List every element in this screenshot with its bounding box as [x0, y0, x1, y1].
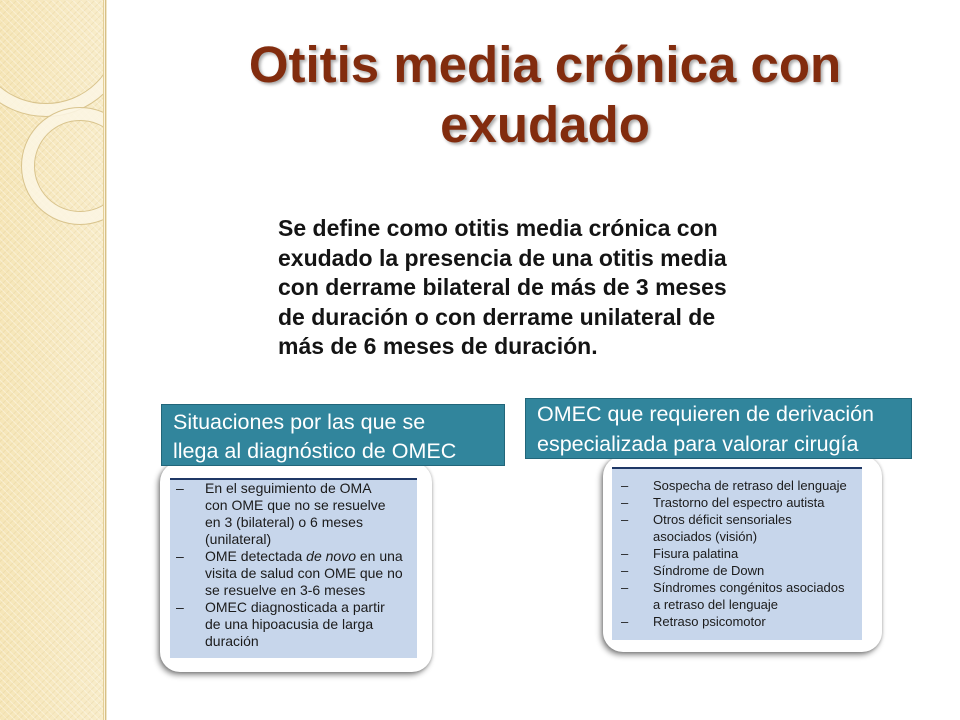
list-item-line: Síndromes congénitos asociados: [653, 580, 845, 595]
referral-list-item: [621, 562, 862, 579]
slide-title-line: Otitis media crónica con: [248, 36, 842, 93]
list-item-text: [653, 545, 738, 562]
decorative-ring-small: [22, 108, 105, 225]
referral-list-item: [621, 511, 862, 545]
list-item-text: [205, 548, 403, 599]
bullet-dash: –: [176, 548, 184, 564]
definition-line: Se define como otitis media crónica con: [278, 215, 718, 241]
list-item-text: [653, 562, 764, 579]
definition-line: con derrame bilateral de más de 3 meses: [278, 274, 727, 300]
side-decoration-strip: [0, 0, 104, 720]
list-item-line: con OME que no se resuelve: [205, 497, 386, 513]
list-item-line: En el seguimiento de OMA: [205, 480, 372, 496]
list-item-line: se resuelve en 3-6 meses: [205, 582, 366, 598]
list-item-text: [653, 613, 766, 630]
referral-table-panel: [612, 467, 862, 640]
bullet-dash: –: [176, 599, 184, 615]
definition-line: de duración o con derrame unilateral de: [278, 303, 716, 330]
referral-list-item: [621, 579, 862, 613]
diagnosis-table-image: [160, 462, 432, 672]
diagnosis-list-item: [176, 599, 417, 650]
diagnosis-table-panel: [170, 478, 417, 658]
definition-line: más de 6 meses de duración.: [278, 333, 598, 359]
label-line: llega al diagnóstico de OMEC: [173, 439, 457, 463]
diagnosis-situations-label: [161, 404, 505, 466]
list-item-line: asociados (visión): [653, 529, 758, 544]
list-item-text: [205, 599, 385, 650]
list-item-line: [205, 548, 403, 565]
list-item-text: [205, 480, 386, 548]
definition-line: exudado la presencia de una otitis media: [278, 244, 727, 271]
label-line: Situaciones por las que se: [173, 410, 426, 434]
definition-text: [278, 214, 727, 362]
list-item-line: a retraso del lenguaje: [653, 597, 779, 612]
list-item-line: Trastorno del espectro autista: [653, 495, 825, 510]
list-item-text: [653, 579, 845, 613]
list-item-line: Retraso psicomotor: [653, 614, 766, 629]
bullet-dash: –: [621, 512, 629, 527]
list-item-line: duración: [205, 633, 259, 649]
bullet-dash: –: [621, 614, 629, 629]
bullet-dash: –: [621, 478, 629, 493]
bullet-dash: –: [621, 563, 629, 578]
line-text: en una: [356, 548, 403, 564]
list-item-line: visita de salud con OME que no: [205, 565, 403, 581]
decorative-rings: [0, 0, 104, 260]
list-item-line: Síndrome de Down: [653, 563, 765, 578]
slide-title-line: exudado: [440, 96, 650, 153]
list-item-line: de una hipoacusia de larga: [205, 616, 374, 632]
slide-title: [130, 35, 960, 155]
list-item-line: (unilateral): [205, 531, 272, 547]
referral-list-item: [621, 477, 862, 494]
list-item-line: Sospecha de retraso del lenguaje: [653, 478, 847, 493]
side-strip-edge-line: [103, 0, 107, 720]
label-line: OMEC que requieren de derivación: [537, 402, 875, 426]
referral-list-item: [621, 545, 862, 562]
list-item-text: [653, 477, 847, 494]
bullet-dash: –: [621, 546, 629, 561]
diagnosis-list-item: [176, 480, 417, 548]
line-text: OME detectada: [205, 548, 307, 564]
list-item-text: [653, 511, 792, 545]
list-item-line: Otros déficit sensoriales: [653, 512, 792, 527]
list-item-line: OMEC diagnosticada a partir: [205, 599, 385, 615]
referral-list-item: [621, 494, 862, 511]
bullet-dash: –: [621, 495, 629, 510]
bullet-dash: –: [176, 480, 184, 496]
latin-term: de novo: [306, 548, 356, 564]
referral-list-item: [621, 613, 862, 630]
bullet-dash: –: [621, 580, 629, 595]
list-item-text: [653, 494, 825, 511]
referral-table-image: [603, 456, 882, 652]
diagnosis-list-item: [176, 548, 417, 599]
list-item-line: en 3 (bilateral) o 6 meses: [205, 514, 363, 530]
list-item-line: Fisura palatina: [653, 546, 739, 561]
decorative-ring-large: [0, 0, 104, 117]
label-line: especializada para valorar cirugía: [537, 432, 859, 456]
referral-criteria-label: [525, 398, 912, 459]
